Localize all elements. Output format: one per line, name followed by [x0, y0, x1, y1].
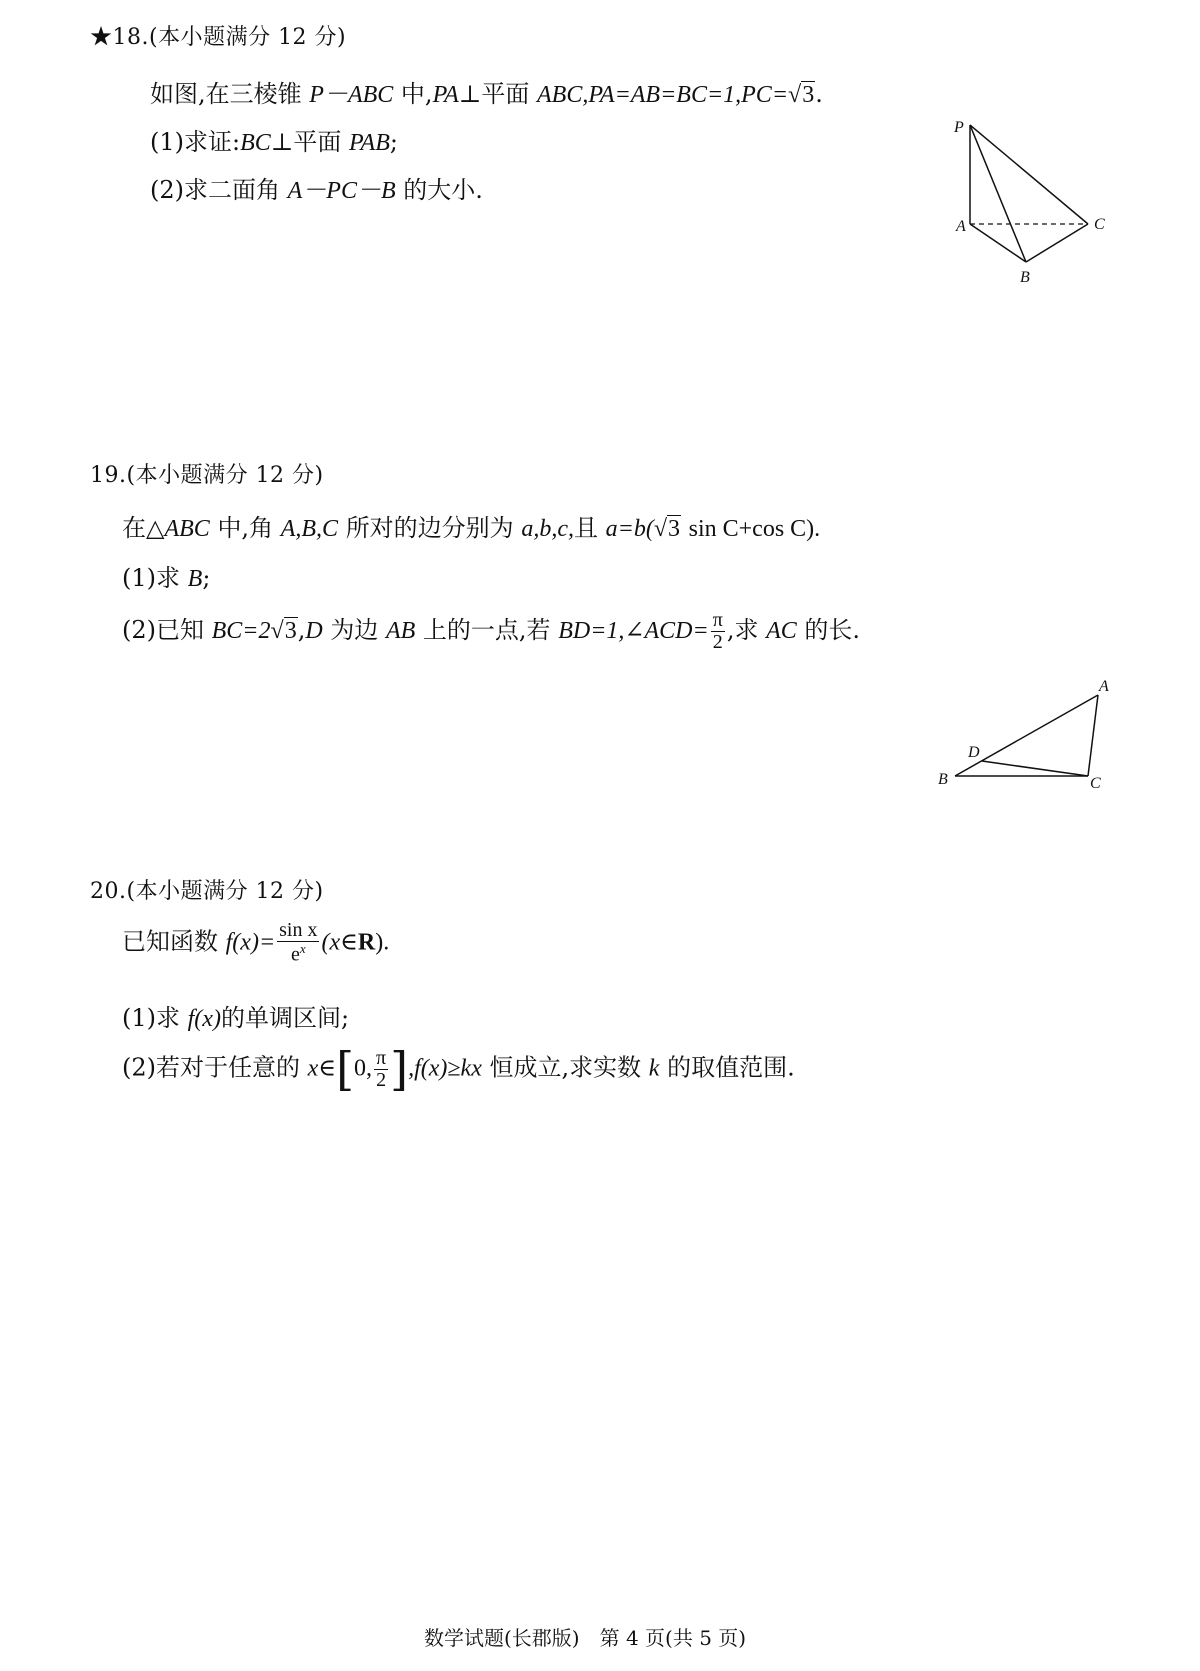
q18-stem-text: 如图,在三棱锥	[150, 80, 302, 108]
q18-dihedral: A－PC－B	[287, 178, 396, 204]
q18-plane-abc: ABC,	[537, 82, 589, 108]
q20-right-bracket: ]	[390, 1042, 409, 1096]
q19-part2	[122, 610, 860, 653]
q18-stem-text: 中,	[400, 80, 433, 108]
label-b: B	[1020, 269, 1030, 286]
edge-dc	[982, 761, 1088, 776]
q19-comma: ,	[297, 616, 306, 644]
q18-part2-text: (2)求二面角	[150, 176, 280, 204]
q20-domain-end: ).	[375, 929, 390, 956]
edge-ac	[1088, 695, 1098, 776]
q19-fraction	[711, 610, 725, 653]
q19-stem-text: 中,角	[217, 514, 274, 542]
q19-part1-text: (1)求	[122, 564, 180, 592]
q19-sides: a,b,c,	[521, 516, 574, 542]
q20-f: f(x)=	[225, 929, 276, 956]
q19-eq: a=b(	[605, 516, 654, 542]
q19-part1-end: ;	[202, 564, 211, 592]
q20-part1	[122, 998, 349, 1033]
q19-part2-text: 为边	[330, 616, 379, 644]
q19-radicand2: 3	[284, 618, 297, 644]
q19-angles: A,B,C	[280, 516, 339, 542]
edge-pc	[970, 125, 1088, 224]
q18-part1-text: (1)求证:	[150, 128, 241, 156]
q19-stem-text: 在△	[122, 514, 165, 542]
q20-frac-den	[277, 942, 319, 966]
q20-stem	[122, 920, 389, 966]
q20-k: k	[648, 1055, 660, 1082]
q18-part2	[150, 170, 483, 205]
q20-part2-text: 恒成立,求实数	[489, 1053, 642, 1082]
q18-pyramid-figure	[940, 110, 1120, 295]
edge-bc	[1026, 224, 1088, 262]
label-a: A	[956, 218, 966, 235]
q18-stem	[150, 74, 823, 109]
q20-fx: f(x)	[187, 1006, 221, 1032]
edge-ba	[955, 695, 1098, 776]
q19-part1	[122, 558, 210, 593]
q20-den-e: e	[290, 943, 300, 966]
q19-part2-text: ,求	[726, 616, 759, 644]
q19-part2-end: 的长.	[804, 616, 861, 644]
q18-bc: BC	[240, 130, 271, 156]
q18-part1	[150, 122, 398, 157]
label-b: B	[938, 771, 948, 788]
q19-triangle-figure	[930, 672, 1120, 797]
q20-stem-text: 已知函数	[122, 927, 218, 956]
q20-zero: 0,	[354, 1055, 373, 1082]
q20-fraction2	[374, 1048, 388, 1091]
q19-stem	[122, 508, 820, 543]
q18-pyramid: P－ABC	[309, 82, 394, 108]
label-a: A	[1099, 678, 1109, 695]
page-footer: 数学试题(长郡版) 第 4 页(共 5 页)	[424, 1626, 747, 1650]
q19-trig: sin C+cos C).	[688, 516, 821, 542]
q18-header: ★18.(本小题满分 12 分)	[90, 25, 347, 50]
q20-part1-end: 的单调区间;	[220, 1004, 350, 1032]
q19-d: D	[305, 618, 323, 644]
q18-radicand: 3	[802, 82, 815, 108]
q19-sqrt: √3	[653, 516, 680, 542]
q19-triangle: ABC	[164, 516, 210, 542]
q20-domain: (x∈	[321, 929, 358, 956]
q19-part2-text: (2)已知	[122, 616, 204, 644]
q20-fraction	[277, 920, 319, 966]
q18-stem-text: ⊥平面	[458, 80, 530, 108]
q19-part2-text: 上的一点,若	[422, 616, 551, 644]
q20-part2-end: 的取值范围.	[667, 1053, 795, 1082]
q20-inequality: ,f(x)≥kx	[408, 1055, 482, 1082]
q19-ab: AB	[385, 618, 416, 644]
q18-stem-end: .	[815, 80, 823, 108]
q20-header: 20.(本小题满分 12 分)	[90, 879, 324, 904]
q18-sqrt: √3	[788, 82, 815, 108]
q19-sqrt2: √3	[270, 618, 297, 644]
q19-frac-num: π	[712, 609, 723, 631]
q20-frac2-den: 2	[376, 1068, 387, 1091]
q19-radicand: 3	[667, 516, 680, 542]
label-c: C	[1094, 216, 1105, 233]
q18-pab: PAB	[348, 130, 390, 156]
label-d: D	[968, 744, 980, 761]
edge-pb	[970, 125, 1026, 262]
q18-part1-end: ;	[389, 128, 398, 156]
q19-bc: BC=2	[211, 618, 271, 644]
q19-bd-angle: BD=1,∠ACD=	[558, 618, 709, 644]
q20-part1-text: (1)求	[122, 1004, 180, 1032]
q19-stem-text: 且	[573, 514, 598, 542]
q20-part2-text: (2)若对于任意的	[122, 1053, 300, 1082]
q20-den-x: x	[299, 941, 306, 956]
q20-reals: R	[357, 929, 376, 956]
label-p: P	[954, 119, 964, 136]
label-c: C	[1090, 775, 1101, 792]
q18-part1-text: ⊥平面	[270, 128, 342, 156]
q18-equality: PA=AB=BC=1,PC=	[588, 82, 789, 108]
q19-ac: AC	[766, 618, 797, 644]
q20-frac-num: sin x	[279, 919, 318, 941]
q18-pa: PA	[432, 82, 459, 108]
q18-part2-end: 的大小.	[403, 176, 483, 204]
q19-header: 19.(本小题满分 12 分)	[90, 463, 324, 488]
q20-x-in: x∈	[307, 1055, 337, 1082]
q19-stem-text: 所对的边分别为	[345, 514, 514, 542]
q20-frac2-num: π	[376, 1046, 387, 1069]
q19-b: B	[187, 566, 203, 592]
q19-frac-den: 2	[712, 631, 723, 653]
q20-part2	[122, 1042, 795, 1096]
q20-left-bracket: [	[336, 1042, 355, 1096]
